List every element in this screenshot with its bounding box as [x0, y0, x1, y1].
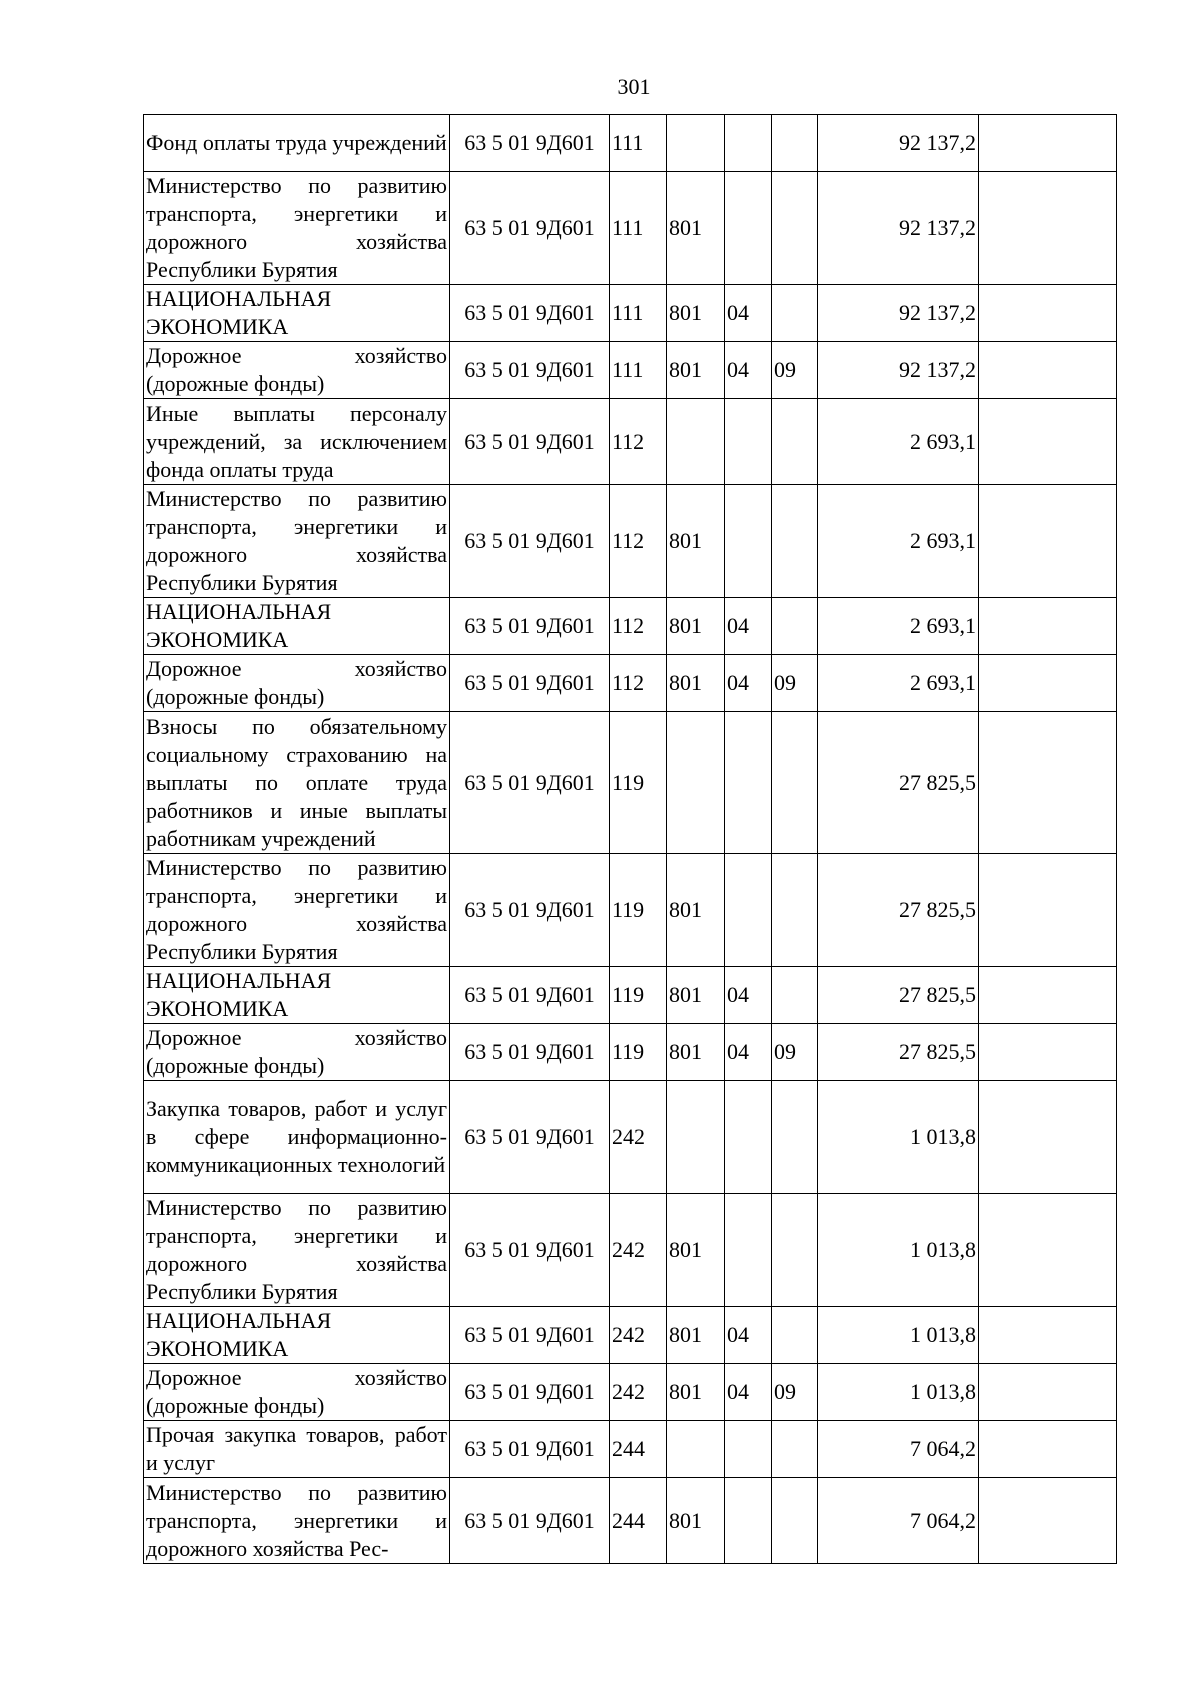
table-row — [144, 342, 1117, 399]
subsection-cell — [772, 172, 818, 285]
subsection-cell: 09 — [772, 342, 818, 399]
amount-cell: 92 137,2 — [818, 342, 979, 399]
subsection-cell — [772, 1421, 818, 1478]
empty-cell — [979, 854, 1117, 967]
row-name-cell: Фонд оплаты труда учреждений — [144, 115, 450, 172]
empty-cell — [979, 1024, 1117, 1081]
expense-type-cell: 242 — [610, 1081, 667, 1194]
empty-cell — [979, 399, 1117, 485]
amount-cell: 2 693,1 — [818, 655, 979, 712]
empty-cell — [979, 712, 1117, 854]
row-name-cell: Дорожное хозяйство (дорожные фонды) — [144, 1024, 450, 1081]
target-code-cell: 63 5 01 9Д601 — [450, 1307, 610, 1364]
ministry-code-cell: 801 — [667, 1194, 725, 1307]
subsection-cell — [772, 115, 818, 172]
subsection-cell — [772, 1194, 818, 1307]
table-row — [144, 854, 1117, 967]
empty-cell — [979, 1081, 1117, 1194]
ministry-code-cell: 801 — [667, 655, 725, 712]
empty-cell — [979, 342, 1117, 399]
section-cell: 04 — [725, 967, 772, 1024]
row-name-cell: НАЦИОНАЛЬНАЯ ЭКОНОМИКА — [144, 967, 450, 1024]
row-name-cell: Министерство по развитию транспорта, энергетики и дорожного хозяйства Республики Бурятия — [144, 1194, 450, 1307]
section-cell: 04 — [725, 598, 772, 655]
empty-cell — [979, 1307, 1117, 1364]
row-name-cell: НАЦИОНАЛЬНАЯ ЭКОНОМИКА — [144, 598, 450, 655]
section-cell: 04 — [725, 1307, 772, 1364]
subsection-cell: 09 — [772, 1024, 818, 1081]
row-name-cell: Министерство по развитию транспорта, энергетики и дорожного хозяйства Республики Бурятия — [144, 854, 450, 967]
subsection-cell — [772, 712, 818, 854]
amount-cell: 7 064,2 — [818, 1478, 979, 1564]
expense-type-cell: 111 — [610, 172, 667, 285]
row-name-cell: НАЦИОНАЛЬНАЯ ЭКОНОМИКА — [144, 1307, 450, 1364]
target-code-cell: 63 5 01 9Д601 — [450, 598, 610, 655]
empty-cell — [979, 967, 1117, 1024]
ministry-code-cell: 801 — [667, 1024, 725, 1081]
empty-cell — [979, 1421, 1117, 1478]
ministry-code-cell: 801 — [667, 598, 725, 655]
amount-cell: 1 013,8 — [818, 1081, 979, 1194]
ministry-code-cell: 801 — [667, 1364, 725, 1421]
expense-type-cell: 244 — [610, 1421, 667, 1478]
amount-cell: 27 825,5 — [818, 967, 979, 1024]
row-name-cell: Министерство по развитию транспорта, энергетики и дорожного хозяйства Республики Бурятия — [144, 485, 450, 598]
expense-type-cell: 111 — [610, 285, 667, 342]
subsection-cell: 09 — [772, 1364, 818, 1421]
amount-cell: 2 693,1 — [818, 399, 979, 485]
page-number: 301 — [617, 74, 651, 99]
section-cell — [725, 1081, 772, 1194]
subsection-cell — [772, 1081, 818, 1194]
target-code-cell: 63 5 01 9Д601 — [450, 342, 610, 399]
table-row — [144, 399, 1117, 485]
ministry-code-cell: 801 — [667, 485, 725, 598]
expense-type-cell: 111 — [610, 342, 667, 399]
section-cell — [725, 1421, 772, 1478]
empty-cell — [979, 1478, 1117, 1564]
table-row — [144, 285, 1117, 342]
expense-type-cell: 119 — [610, 1024, 667, 1081]
empty-cell — [979, 1194, 1117, 1307]
empty-cell — [979, 115, 1117, 172]
expense-type-cell: 119 — [610, 967, 667, 1024]
subsection-cell — [772, 1478, 818, 1564]
section-cell — [725, 172, 772, 285]
section-cell: 04 — [725, 342, 772, 399]
table-row — [144, 1364, 1117, 1421]
target-code-cell: 63 5 01 9Д601 — [450, 115, 610, 172]
amount-cell: 2 693,1 — [818, 598, 979, 655]
ministry-code-cell — [667, 399, 725, 485]
expense-type-cell: 242 — [610, 1194, 667, 1307]
empty-cell — [979, 598, 1117, 655]
section-cell: 04 — [725, 1024, 772, 1081]
expense-type-cell: 119 — [610, 712, 667, 854]
expense-type-cell: 119 — [610, 854, 667, 967]
empty-cell — [979, 285, 1117, 342]
table-row — [144, 598, 1117, 655]
subsection-cell — [772, 1307, 818, 1364]
section-cell — [725, 1478, 772, 1564]
table-row — [144, 655, 1117, 712]
empty-cell — [979, 485, 1117, 598]
expense-type-cell: 242 — [610, 1307, 667, 1364]
budget-table — [143, 114, 1117, 1564]
amount-cell: 92 137,2 — [818, 172, 979, 285]
table-row — [144, 1421, 1117, 1478]
section-cell — [725, 712, 772, 854]
target-code-cell: 63 5 01 9Д601 — [450, 1421, 610, 1478]
target-code-cell: 63 5 01 9Д601 — [450, 712, 610, 854]
ministry-code-cell: 801 — [667, 1478, 725, 1564]
expense-type-cell: 112 — [610, 399, 667, 485]
ministry-code-cell — [667, 115, 725, 172]
target-code-cell: 63 5 01 9Д601 — [450, 854, 610, 967]
amount-cell: 2 693,1 — [818, 485, 979, 598]
table-row — [144, 1478, 1117, 1564]
expense-type-cell: 112 — [610, 485, 667, 598]
amount-cell: 27 825,5 — [818, 854, 979, 967]
expense-type-cell: 244 — [610, 1478, 667, 1564]
target-code-cell: 63 5 01 9Д601 — [450, 399, 610, 485]
table-row — [144, 1024, 1117, 1081]
ministry-code-cell: 801 — [667, 172, 725, 285]
amount-cell: 92 137,2 — [818, 285, 979, 342]
ministry-code-cell — [667, 1421, 725, 1478]
subsection-cell — [772, 598, 818, 655]
table-row — [144, 172, 1117, 285]
target-code-cell: 63 5 01 9Д601 — [450, 1024, 610, 1081]
ministry-code-cell — [667, 1081, 725, 1194]
table-row — [144, 115, 1117, 172]
row-name-cell: Дорожное хозяйство (дорожные фонды) — [144, 342, 450, 399]
ministry-code-cell: 801 — [667, 1307, 725, 1364]
empty-cell — [979, 172, 1117, 285]
section-cell — [725, 485, 772, 598]
subsection-cell — [772, 285, 818, 342]
amount-cell: 27 825,5 — [818, 1024, 979, 1081]
amount-cell: 7 064,2 — [818, 1421, 979, 1478]
row-name-cell: Министерство по развитию транспорта, энергетики и дорожного хозяйства Республики Бурятия — [144, 172, 450, 285]
expense-type-cell: 112 — [610, 655, 667, 712]
table-row — [144, 485, 1117, 598]
table-row — [144, 1081, 1117, 1194]
target-code-cell: 63 5 01 9Д601 — [450, 1478, 610, 1564]
ministry-code-cell: 801 — [667, 285, 725, 342]
amount-cell: 1 013,8 — [818, 1307, 979, 1364]
ministry-code-cell: 801 — [667, 342, 725, 399]
table-body — [144, 115, 1117, 1564]
section-cell: 04 — [725, 655, 772, 712]
target-code-cell: 63 5 01 9Д601 — [450, 967, 610, 1024]
expense-type-cell: 242 — [610, 1364, 667, 1421]
ministry-code-cell — [667, 712, 725, 854]
target-code-cell: 63 5 01 9Д601 — [450, 655, 610, 712]
row-name-cell: Министерство по развитию транспорта, энергетики и дорожного хозяйства Рес- — [144, 1478, 450, 1564]
row-name-cell: Дорожное хозяйство (дорожные фонды) — [144, 655, 450, 712]
subsection-cell: 09 — [772, 655, 818, 712]
expense-type-cell: 112 — [610, 598, 667, 655]
table-row — [144, 967, 1117, 1024]
ministry-code-cell: 801 — [667, 967, 725, 1024]
amount-cell: 1 013,8 — [818, 1364, 979, 1421]
subsection-cell — [772, 485, 818, 598]
target-code-cell: 63 5 01 9Д601 — [450, 1364, 610, 1421]
row-name-cell: Иные выплаты персоналу учреждений, за исключением фонда оплаты труда — [144, 399, 450, 485]
row-name-cell: Дорожное хозяйство (дорожные фонды) — [144, 1364, 450, 1421]
target-code-cell: 63 5 01 9Д601 — [450, 285, 610, 342]
row-name-cell: Прочая закупка товаров, работ и услуг — [144, 1421, 450, 1478]
section-cell: 04 — [725, 285, 772, 342]
section-cell — [725, 115, 772, 172]
table-row — [144, 1194, 1117, 1307]
subsection-cell — [772, 967, 818, 1024]
row-name-cell: НАЦИОНАЛЬНАЯ ЭКОНОМИКА — [144, 285, 450, 342]
ministry-code-cell: 801 — [667, 854, 725, 967]
subsection-cell — [772, 399, 818, 485]
amount-cell: 27 825,5 — [818, 712, 979, 854]
empty-cell — [979, 1364, 1117, 1421]
section-cell: 04 — [725, 1364, 772, 1421]
target-code-cell: 63 5 01 9Д601 — [450, 485, 610, 598]
amount-cell: 92 137,2 — [818, 115, 979, 172]
target-code-cell: 63 5 01 9Д601 — [450, 172, 610, 285]
table-row — [144, 712, 1117, 854]
row-name-cell: Взносы по обязательному социальному страхованию на выплаты по оплате труда работников и иные выплаты работникам учреждений — [144, 712, 450, 854]
target-code-cell: 63 5 01 9Д601 — [450, 1081, 610, 1194]
table-row — [144, 1307, 1117, 1364]
empty-cell — [979, 655, 1117, 712]
amount-cell: 1 013,8 — [818, 1194, 979, 1307]
target-code-cell: 63 5 01 9Д601 — [450, 1194, 610, 1307]
subsection-cell — [772, 854, 818, 967]
section-cell — [725, 399, 772, 485]
expense-type-cell: 111 — [610, 115, 667, 172]
section-cell — [725, 854, 772, 967]
row-name-cell: Закупка товаров, работ и услуг в сфере информационно-коммуникационных технологий — [144, 1081, 450, 1194]
section-cell — [725, 1194, 772, 1307]
